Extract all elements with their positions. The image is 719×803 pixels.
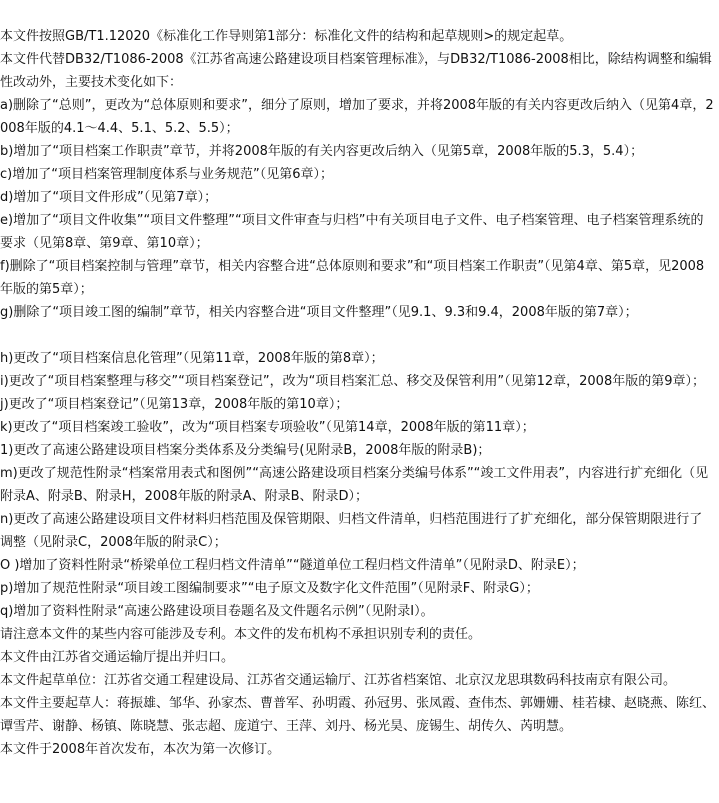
change-item-f: f)删除了“项目档案控制与管理”章节，相关内容整合进“总体原则和要求”和“项目档案工作职责”（见第4章、第5章，见2008年版的第5章）； — [0, 259, 705, 297]
intro-paragraph: 本文件按照GB/T1.12020《标准化工作导则第1部分：标准化文件的结构和起草规则>的规定起草。 — [0, 29, 573, 44]
change-item-k: k)更改了“项目档案竣工验收”，改为“项目档案专项验收”（见第14章，2008年版的第11章）； — [0, 420, 535, 435]
change-item-h: h)更改了“项目档案信息化管理”（见第11章，2008年版的第8章）； — [0, 351, 384, 366]
change-item-c: c)增加了“项目档案管理制度体系与业务规范”（见第6章）； — [0, 167, 333, 182]
drafting-units: 本文件起草单位：江苏省交通工程建设局、江苏省交通运输厅、江苏省档案馆、北京汉龙思琪数码科技南京有限公司。 — [0, 673, 677, 688]
change-item-o: O )增加了资料性附录“桥梁单位工程归档文件清单”“隧道单位工程归档文件清单”（见附录D、附录E）； — [0, 558, 585, 573]
patent-notice: 请注意本文件的某些内容可能涉及专利。本文件的发布机构不承担识别专利的责任。 — [0, 627, 482, 642]
blank-line — [0, 324, 715, 347]
change-item-q: q)增加了资料性附录“高速公路建设项目卷题名及文件题名示例”（见附录I）。 — [0, 604, 434, 619]
change-item-b: b)增加了“项目档案工作职责”章节，并将2008年版的有关内容更改后纳入（见第5章，2008年版的5.3，5.4）； — [0, 144, 644, 159]
publication-history: 本文件于2008年首次发布，本次为第一次修订。 — [0, 742, 281, 757]
change-item-a: a)删除了“总则”，更改为“总体原则和要求”，细分了原则，增加了要求，并将2008年版的有关内容更改后纳入（见第4章，2008年版的4.1～4.4、5.1、5.2、5.5）； — [0, 98, 714, 136]
change-item-d: d)增加了“项目文件形成”（见第7章）； — [0, 190, 218, 205]
replacement-paragraph: 本文件代替DB32/T1086-2008《江苏省高速公路建设项目档案管理标准》，与DB32/T1086-2008相比，除结构调整和编辑性改动外，主要技术变化如下： — [0, 52, 712, 90]
main-drafters: 本文件主要起草人：蒋振雄、邹华、孙家杰、曹普军、孙明霞、孙冠男、张凤霞、查伟杰、郭姗姗、桂若棣、赵晓燕、陈红、谭雪芹、谢静、杨镇、陈晓慧、张志超、庞道宁、王萍、刘丹、杨光昊、庞锡生、胡传久、芮明慧。 — [0, 696, 716, 734]
change-item-i: i)更改了“项目档案整理与移交”“项目档案登记”，改为“项目档案汇总、移交及保管利用”（见第12章，2008年版的第9章）； — [0, 374, 705, 389]
change-item-l: 1)更改了高速公路建设项目档案分类体系及分类编号(见附录B，2008年版的附录B)； — [0, 443, 491, 458]
proposer-statement: 本文件由江苏省交通运输厅提出并归口。 — [0, 650, 235, 665]
change-item-p: p)增加了规范性附录“项目竣工图编制要求”“电子原文及数字化文件范围”（见附录F、附录G）； — [0, 581, 539, 596]
change-item-e: e)增加了“项目文件收集”“项目文件整理”“项目文件审查与归档”中有关项目电子文件、电子档案管理、电子档案管理系统的要求（见第8章、第9章、第10章）； — [0, 213, 704, 251]
change-item-j: j)更改了“项目档案登记”（见第13章，2008年版的第10章）； — [0, 397, 349, 412]
change-item-n: n)更改了高速公路建设项目文件材料归档范围及保管期限、归档文件清单，归档范围进行了扩充细化，部分保管期限进行了调整（见附录C，2008年版的附录C）； — [0, 512, 703, 550]
change-item-m: m)更改了规范性附录“档案常用表式和图例”“高速公路建设项目档案分类编号体系”“竣工文件用表”，内容进行扩充细化（见附录A、附录B、附录H，2008年版的附录A、附录B、附录D）； — [0, 466, 709, 504]
change-item-g: g)删除了“项目竣工图的编制”章节，相关内容整合进“项目文件整理”（见9.1、9.3和9.4，2008年版的第7章）； — [0, 305, 638, 320]
